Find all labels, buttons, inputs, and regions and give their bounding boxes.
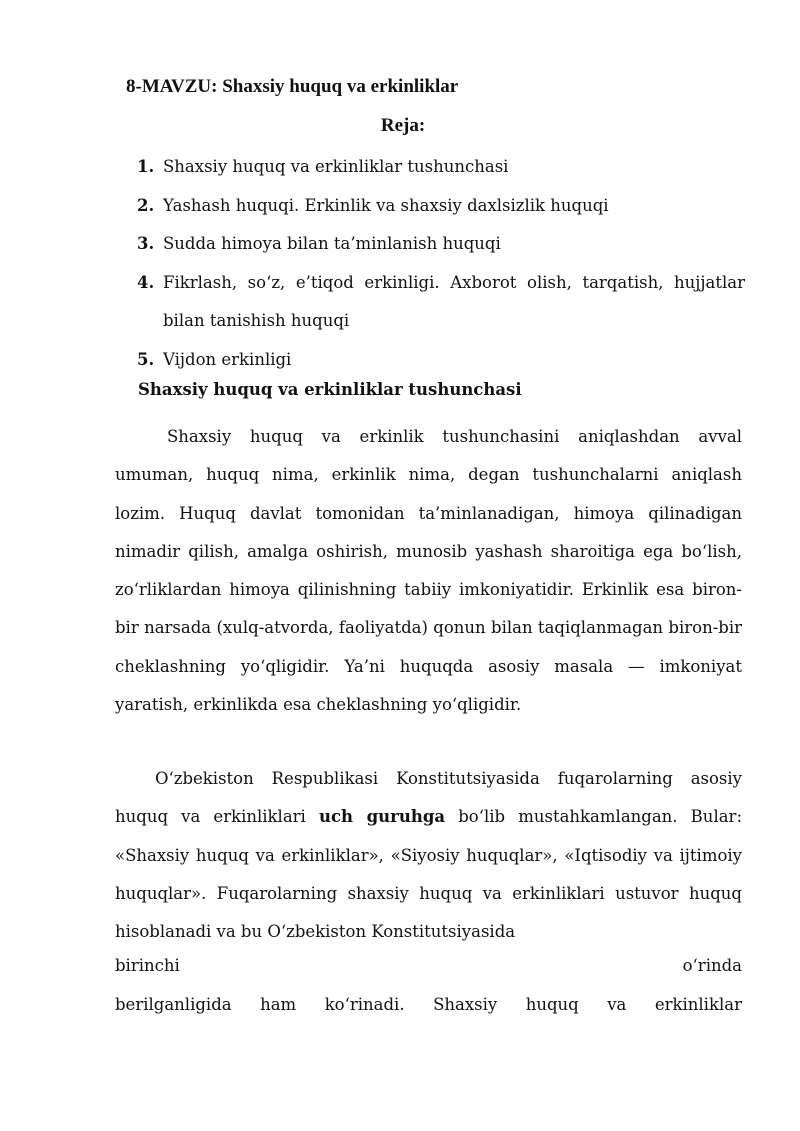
word: berilganligida bbox=[115, 995, 232, 1014]
plan-item-number: 1. bbox=[137, 157, 155, 176]
plan-item-number: 2. bbox=[137, 195, 155, 215]
word: erkinliklar bbox=[654, 995, 742, 1014]
plan-item-number: 4. bbox=[137, 272, 155, 292]
emphasis-text: uch guruhga bbox=[318, 807, 446, 827]
plan-item-number: 3. bbox=[137, 234, 155, 253]
plan-item bbox=[137, 187, 745, 226]
paragraph-line bbox=[115, 995, 742, 1014]
paragraph-text: bo‘lib mustahkamlangan. Bular: «Shaxsiy huquq va erkinliklar», «Siyosiy huquqlar», «Iqtisodiy va ijtimoiy huquqlar». Fuqarolarning shaxsiy huquq va erkinliklari ustuvor huquq hisoblanadi va bu O‘zbekiston Konstitutsiyasida bbox=[115, 807, 742, 942]
plan-item-text: Vijdon erkinligi bbox=[163, 349, 292, 369]
word: birinchi bbox=[115, 956, 180, 975]
plan-item-number: 5. bbox=[137, 349, 155, 369]
plan-list bbox=[137, 148, 745, 379]
plan-item bbox=[137, 264, 745, 341]
paragraph-definition: Shaxsiy huquq va erkinlik tushunchasini aniqlashdan avval umuman, huquq nima, erkinlik nima, degan tushunchalarni aniqlash lozim. Huquq davlat tomonidan ta’minlanadigan, himoya qilinadigan nimadir qilish, amalga oshirish, munosib yashash sharoitiga ega bo‘lish, zo‘rliklardan himoya qilinishning tabiiy imkoniyatidir. Erkinlik esa biron-bir narsada (xulq-atvorda, faoliyatda) qonun bilan taqiqlanmagan biron-bir cheklashning yo‘qligidir. Ya’ni huquqda asosiy masala — imkoniyat yaratish, erkinlikda esa cheklashning yo‘qligidir. bbox=[115, 427, 742, 715]
plan-item-text: Sudda himoya bilan ta’minlanish huquqi bbox=[163, 234, 501, 253]
plan-item bbox=[137, 225, 745, 264]
word: va bbox=[607, 995, 627, 1014]
word: ko‘rinadi. bbox=[324, 995, 405, 1014]
plan-item-text: Yashash huquqi. Erkinlik va shaxsiy daxlsizlik huquqi bbox=[163, 195, 609, 215]
word: ham bbox=[260, 995, 297, 1014]
word: o‘rinda bbox=[682, 956, 742, 975]
paragraph-text: O‘zbekiston Respublikasi Konstitutsiyasida fuqarolarning asosiy huquq va erkinliklari bbox=[115, 769, 742, 827]
plan-item bbox=[137, 341, 745, 380]
plan-item-text: Shaxsiy huquq va erkinliklar tushunchasi bbox=[163, 157, 509, 176]
plan-heading: Reja: bbox=[380, 115, 426, 136]
section-heading: Shaxsiy huquq va erkinliklar tushunchasi bbox=[138, 380, 522, 399]
word: Shaxsiy bbox=[433, 995, 498, 1014]
paragraph-constitution bbox=[115, 760, 742, 951]
paragraph-line bbox=[115, 956, 742, 975]
document-title: 8-MAVZU: Shaxsiy huquq va erkinliklar bbox=[126, 76, 459, 97]
plan-item-text: Fikrlash, so‘z, e’tiqod erkinligi. Axborot olish, tarqatish, hujjatlar bilan tanishish huquqi bbox=[163, 272, 745, 330]
word: huquq bbox=[525, 995, 579, 1014]
plan-item bbox=[137, 148, 745, 187]
